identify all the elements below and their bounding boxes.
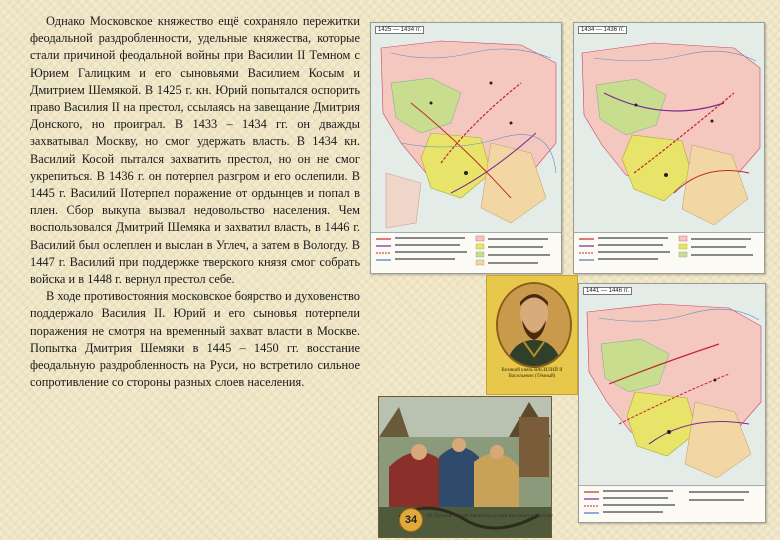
paragraph-2: В ходе противостояния московское боярство и духовенство поддержало Василия II. Юрий и его сыновья потерпели поражения не смотря на временный захват власти в Москве. Попытка Дмитрия Шемяки в 1445 – 1450 гг. восстание феодальную раздробленность на Руси, но встретило сильное сопротивление со стороны разных слоев населения. — [30, 289, 360, 390]
painting-caption: М. Ерохов. Юрий Звенигородский въезжает в Москву — [427, 513, 553, 519]
paragraph-1: Однако Московское княжество ещё сохраняло пережитки феодальной раздробленности, удельные княжества, которые стали причиной феодальной войны при Василии II Темном с Юрием Галицким и его сыновьями Василием Косым и Дмитрием Шемякой. В 1425 г. кн. Юрий попытался оспорить право Василия II на престол, ссылаясь на завещание Дмитрия Донского, но проиграл. В 1433 – 1434 гг. он дважды захватывал Москву, но смог удержать власть. В 1434 кн. Василий Косой пытался захватить престол, но он не смог укрепиться. В 1436 г. он потерпел разгром и его ослепили. В 1445 г. Василий IIотерпел поражение от ордынцев и попал в плен. Сбор выкупа вызвал недовольство населения. Чем воспользовался Дмитрий Шемяка и захватил власть, в 1446 г. Василий был ослеплен и выслан в Углеч, а затем в Вологду. В 1447 г. Василий при поддержке тверского князя смог собрать войска и в 1448 г. вернул престол себе. — [30, 14, 360, 287]
main-text — [30, 13, 360, 391]
portrait-vasily-ii — [486, 275, 578, 395]
map-2-legend-swatches — [574, 233, 764, 273]
map-2-label: 1434 — 1436 гг. — [578, 26, 627, 34]
map-1425-1434 — [370, 22, 562, 274]
portrait-image — [496, 282, 572, 368]
map-3-legend — [579, 485, 765, 522]
page-number: 34 — [399, 508, 423, 532]
map-1-legend — [371, 232, 561, 273]
map-1434-1436 — [573, 22, 765, 274]
portrait-figure — [498, 284, 570, 366]
map-1-legend-swatches — [371, 233, 561, 273]
map-1441-1446 — [578, 283, 766, 523]
map-1-label: 1425 — 1434 гг. — [375, 26, 424, 34]
map-2-legend — [574, 232, 764, 273]
map-3-legend-swatches — [579, 486, 765, 522]
portrait-caption: Великий князь ВАСИЛИЙ II Васильевич (Тёмный) — [501, 368, 563, 379]
map-3-label: 1441 — 1446 гг. — [583, 287, 632, 295]
